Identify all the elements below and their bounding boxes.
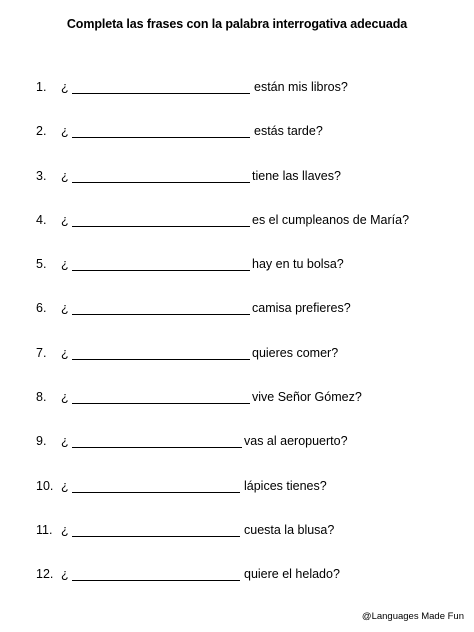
sentence-ending: hay en tu bolsa? — [252, 257, 344, 271]
answer-blank[interactable] — [72, 447, 242, 448]
item-number: 3. — [36, 169, 47, 183]
sentence-ending: vas al aeropuerto? — [244, 434, 348, 448]
question-mark: ¿ — [61, 390, 69, 404]
question-mark: ¿ — [61, 257, 69, 271]
sentence-ending: quiere el helado? — [244, 567, 340, 581]
question-mark: ¿ — [61, 346, 69, 360]
question-mark: ¿ — [61, 169, 69, 183]
sentence-ending: camisa prefieres? — [252, 301, 351, 315]
answer-blank[interactable] — [72, 182, 250, 183]
answer-blank[interactable] — [72, 359, 250, 360]
question-mark: ¿ — [61, 567, 69, 581]
item-number: 6. — [36, 301, 47, 315]
question-mark: ¿ — [61, 479, 69, 493]
sentence-ending: cuesta la blusa? — [244, 523, 335, 537]
answer-blank[interactable] — [72, 536, 240, 537]
sentence-ending: lápices tienes? — [244, 479, 327, 493]
question-mark: ¿ — [61, 213, 69, 227]
sentence-ending: es el cumpleanos de María? — [252, 213, 410, 227]
item-number: 4. — [36, 213, 47, 227]
question-mark: ¿ — [61, 80, 69, 94]
answer-blank[interactable] — [72, 492, 240, 493]
question-mark: ¿ — [61, 434, 69, 448]
question-mark: ¿ — [61, 523, 69, 537]
sentence-ending: tiene las llaves? — [252, 169, 341, 183]
sentence-ending: están mis libros? — [254, 80, 348, 94]
item-number: 10. — [36, 479, 54, 493]
answer-blank[interactable] — [72, 137, 250, 138]
answer-blank[interactable] — [72, 93, 250, 94]
item-number: 1. — [36, 80, 47, 94]
item-number: 7. — [36, 346, 47, 360]
item-number: 11. — [36, 523, 53, 537]
item-number: 5. — [36, 257, 47, 271]
answer-blank[interactable] — [72, 270, 250, 271]
answer-blank[interactable] — [72, 580, 240, 581]
item-number: 9. — [36, 434, 47, 448]
item-number: 2. — [36, 124, 47, 138]
answer-blank[interactable] — [72, 403, 250, 404]
item-number: 12. — [36, 567, 54, 581]
worksheet-title: Completa las frases con la palabra interrogativa adecuada — [66, 17, 408, 31]
sentence-ending: vive Señor Gómez? — [252, 390, 362, 404]
answer-blank[interactable] — [72, 314, 250, 315]
footer-credit: @Languages Made Fun — [361, 611, 464, 622]
item-number: 8. — [36, 390, 47, 404]
question-mark: ¿ — [61, 301, 69, 315]
question-mark: ¿ — [61, 124, 69, 138]
sentence-ending: quieres comer? — [252, 346, 339, 360]
answer-blank[interactable] — [72, 226, 250, 227]
sentence-ending: estás tarde? — [254, 124, 323, 138]
